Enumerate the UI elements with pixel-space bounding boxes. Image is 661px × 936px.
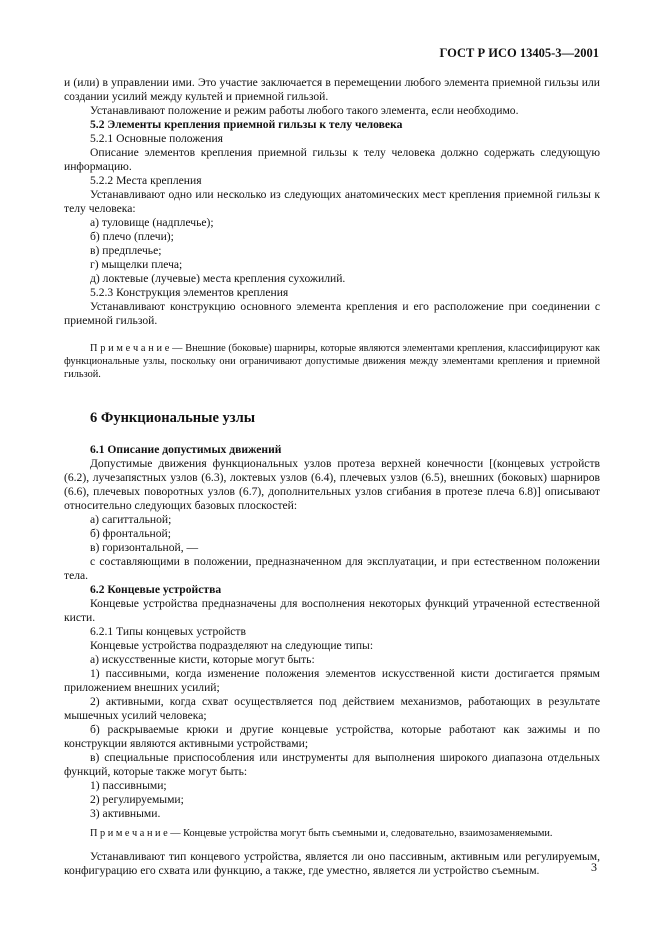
text-line [64, 342, 600, 381]
text-line: в) специальные приспособления или инструменты для выполнения широкого диапазона отдельных функций, которые также могут быть: [64, 751, 600, 778]
text-line: Концевые устройства предназначены для восполнения некоторых функций утраченной естественной кисти. [64, 597, 600, 624]
text-line: в) предплечье; [90, 244, 162, 257]
text-line: в) горизонтальной, — [90, 541, 199, 554]
text-line: 6.2.1 Типы концевых устройств [90, 625, 246, 638]
text-line: 2) регулируемыми; [90, 793, 184, 806]
text-line: 1) пассивными; [90, 779, 167, 792]
note-label: П р и м е ч а н и е — [90, 343, 186, 354]
text-line: 2) активными, когда схват осуществляется под действием механизмов, работающих в результате мышечных усилий человека; [64, 695, 600, 722]
section-heading: 6 Функциональные узлы [90, 410, 256, 426]
text-line: Устанавливают одно или несколько из следующих анатомических мест крепления приемной гильзы к телу человека: [64, 188, 600, 215]
text-line: Устанавливают тип концевого устройства, является ли оно пассивным, активным или регулируемым, конфигурацию его схвата или функцию, а также, где уместно, является ли устройство съемным. [64, 850, 600, 877]
text-line: Допустимые движения функциональных узлов протеза верхней конечности [(концевых устройств (6.2), лучезапястных узлов (6.3), локтевых узлов (6.4), плечевых узлов (6.5), внешних (боковых) шарниров (6.6), плечевых поворотных узлов (6.7), дополнительных узлов сгибания в протезе плеча 6.8)] описывают относительно следующих базовых плоскостей: [64, 457, 600, 512]
text-line: и (или) в управлении ими. Это участие заключается в перемещении любого элемента приемной гильзы или создании усилий между культей и приемной гильзой. [64, 76, 600, 103]
note-text: Внешние (боковые) шарниры, которые являются элементами крепления, классифицируют как функциональные узлы, поскольку они ограничивают допустимые движения между элементами крепления и приемной гильзой. [64, 343, 600, 380]
text-line: Описание элементов крепления приемной гильзы к телу человека должно содержать следующую информацию. [64, 146, 600, 173]
document-body [64, 76, 600, 878]
text-line: б) плечо (плечи); [90, 230, 174, 243]
text-line: 6.1 Описание допустимых движений [90, 443, 282, 456]
text-line: 1) пассивными, когда изменение положения элементов искусственной кисти достигается прямым приложением внешних усилий; [64, 667, 600, 694]
page-number: 3 [591, 860, 597, 874]
text-line: 5.2 Элементы крепления приемной гильзы к телу человека [90, 118, 403, 131]
text-line: 5.2.1 Основные положения [90, 132, 224, 145]
text-line: 6.2 Концевые устройства [90, 583, 222, 596]
document-header: ГОСТ Р ИСО 13405-3—2001 [439, 46, 599, 60]
text-line: а) туловище (надплечье); [90, 216, 214, 229]
note-text: Концевые устройства могут быть съемными и, следовательно, взаимозаменяемыми. [183, 828, 553, 839]
text-line: Концевые устройства подразделяют на следующие типы: [90, 639, 374, 652]
note-label: П р и м е ч а н и е — [90, 828, 184, 839]
text-line: Устанавливают конструкцию основного элемента крепления и его расположение при соединении с приемной гильзой. [64, 300, 600, 327]
text-line: с составляющими в положении, предназначенном для эксплуатации, и при естественном положении тела. [64, 555, 600, 582]
text-line: а) сагиттальной; [90, 513, 172, 526]
text-line: д) локтевые (лучевые) места крепления сухожилий. [90, 272, 346, 285]
text-line: г) мыщелки плеча; [90, 258, 183, 271]
text-line: б) раскрываемые крюки и другие концевые устройства, которые работают как зажимы и по конструкции являются активными устройствами; [64, 723, 600, 750]
text-line [64, 827, 600, 840]
text-line: 5.2.2 Места крепления [90, 174, 202, 187]
text-line: б) фронтальной; [90, 527, 171, 540]
text-line: 5.2.3 Конструкция элементов крепления [90, 286, 289, 299]
text-line: 3) активными. [90, 807, 161, 820]
text-line: а) искусственные кисти, которые могут быть: [90, 653, 315, 666]
text-line: Устанавливают положение и режим работы любого такого элемента, если необходимо. [90, 104, 519, 117]
